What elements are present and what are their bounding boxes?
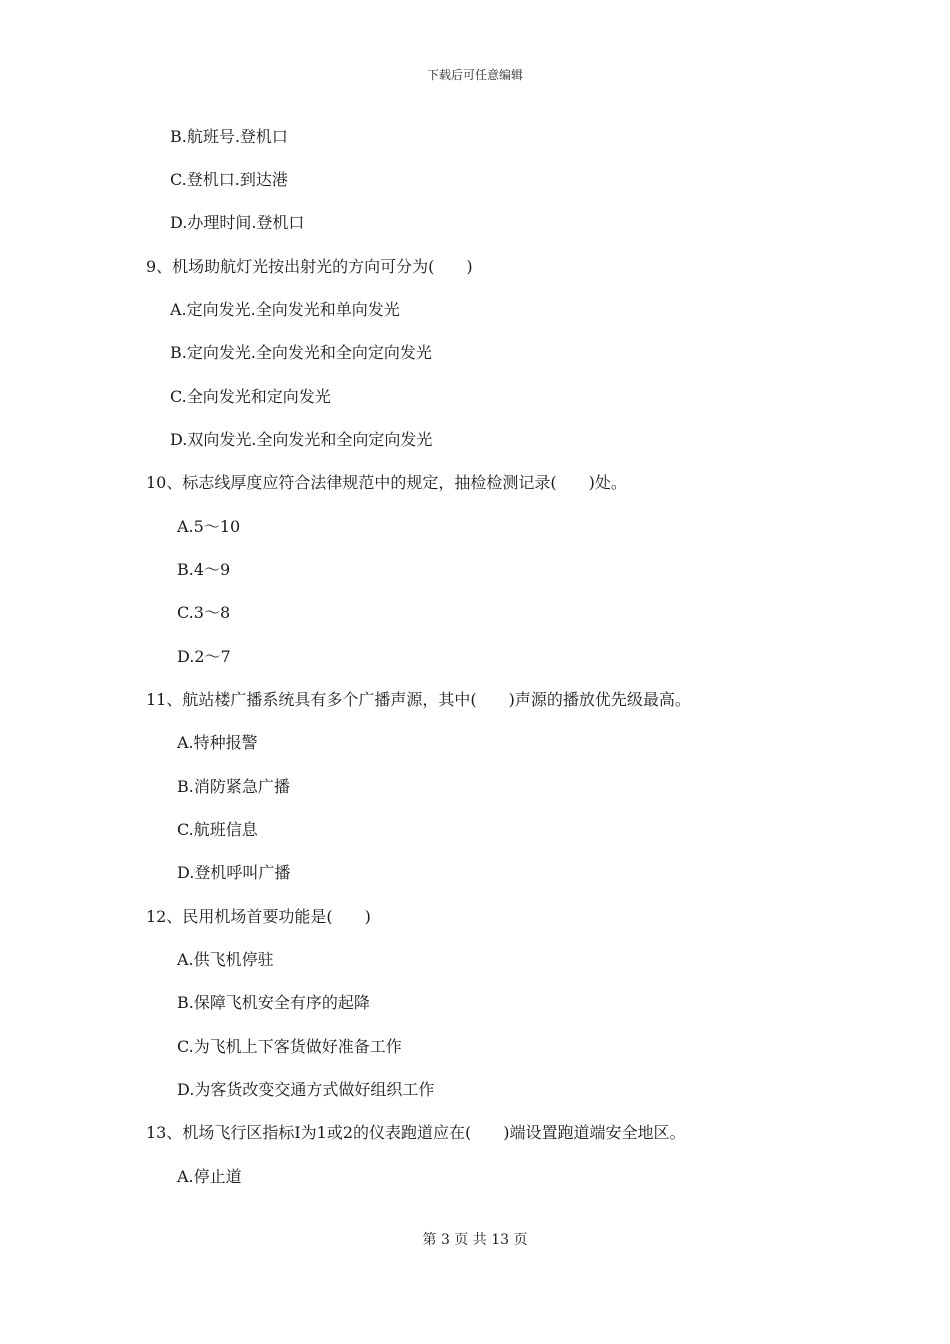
q10-option-b: B.4～9 xyxy=(177,560,231,579)
q10-option-a: A.5～10 xyxy=(177,517,241,536)
q10-option-d: D.2～7 xyxy=(177,647,231,666)
q8-option-b: B.航班号.登机口 xyxy=(170,127,288,146)
q9-question: 9、机场助航灯光按出射光的方向可分为( ) xyxy=(146,257,473,276)
q9-option-b: B.定向发光.全向发光和全向定向发光 xyxy=(170,343,432,362)
q11-option-c: C.航班信息 xyxy=(177,820,258,839)
q8-option-c: C.登机口.到达港 xyxy=(170,170,288,189)
q10-question: 10、标志线厚度应符合法律规范中的规定，抽检检测记录( )处。 xyxy=(146,473,627,492)
q13-question: 13、机场飞行区指标I为1或2的仪表跑道应在( )端设置跑道端安全地区。 xyxy=(146,1123,686,1142)
q11-option-b: B.消防紧急广播 xyxy=(177,777,290,796)
q12-option-b: B.保障飞机安全有序的起降 xyxy=(177,993,370,1012)
q12-option-d: D.为客货改变交通方式做好组织工作 xyxy=(177,1080,435,1099)
q12-question: 12、民用机场首要功能是( ) xyxy=(146,907,371,926)
page-footer: 第 3 页 共 13 页 xyxy=(422,1232,528,1248)
q9-option-c: C.全向发光和定向发光 xyxy=(170,387,331,406)
page-header: 下载后可任意编辑 xyxy=(426,68,523,82)
q13-option-a: A.停止道 xyxy=(177,1167,242,1186)
q8-option-d: D.办理时间.登机口 xyxy=(170,213,305,232)
q12-option-c: C.为飞机上下客货做好准备工作 xyxy=(177,1037,402,1056)
q9-option-a: A.定向发光.全向发光和单向发光 xyxy=(170,300,400,319)
q10-option-c: C.3～8 xyxy=(177,603,231,622)
q12-option-a: A.供飞机停驻 xyxy=(177,950,274,969)
q9-option-d: D.双向发光.全向发光和全向定向发光 xyxy=(170,430,433,449)
q11-option-d: D.登机呼叫广播 xyxy=(177,863,291,882)
q11-question: 11、航站楼广播系统具有多个广播声源，其中( )声源的播放优先级最高。 xyxy=(146,690,691,709)
q11-option-a: A.特种报警 xyxy=(177,733,258,752)
